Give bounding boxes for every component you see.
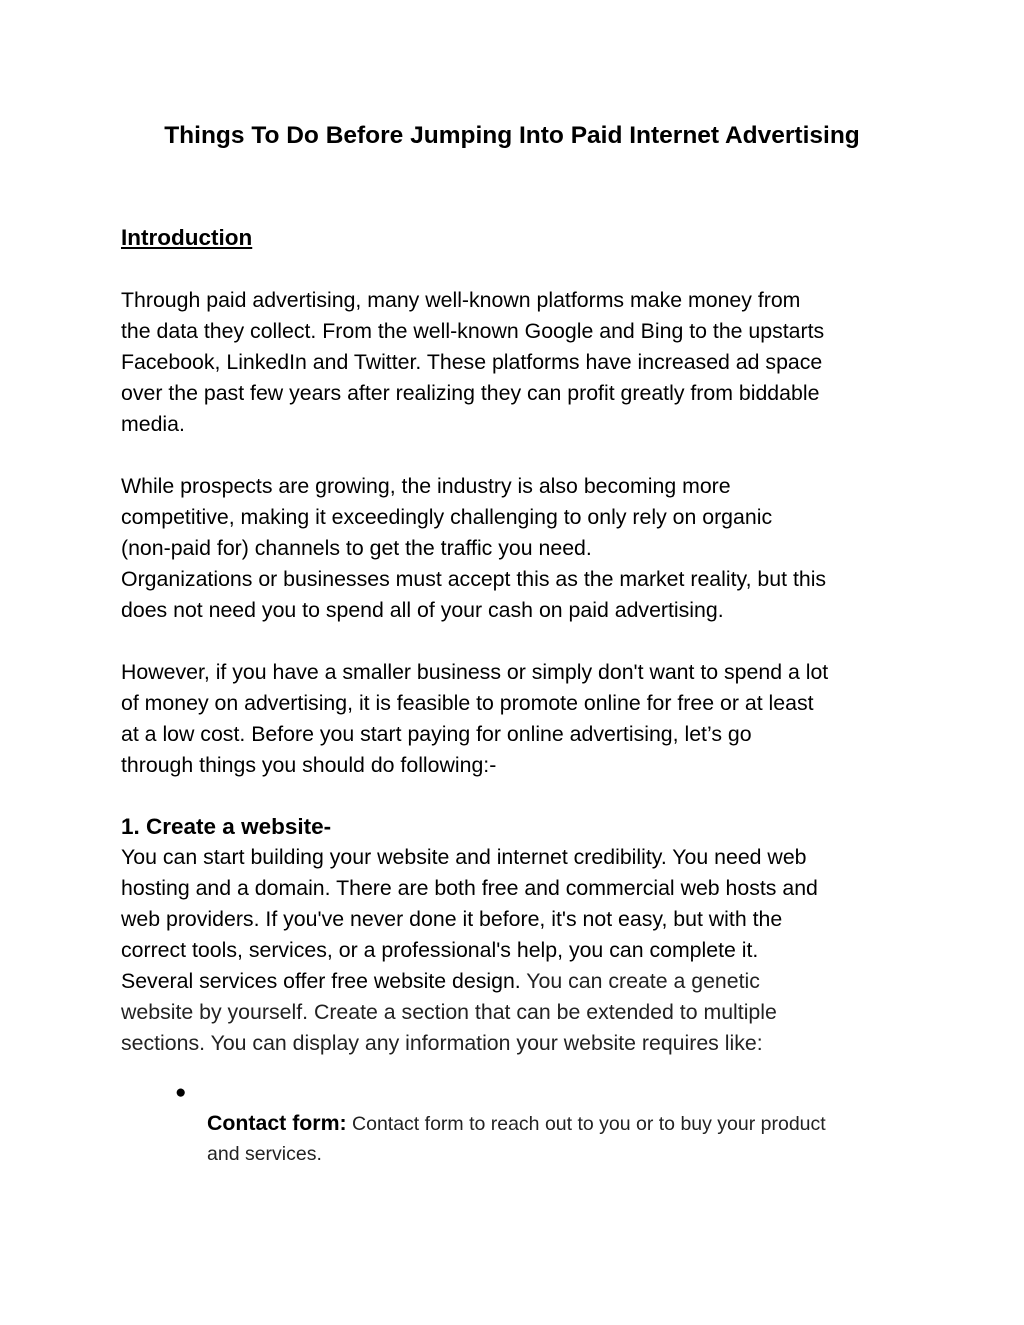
introduction-heading: Introduction [121,225,253,250]
step-1-heading: 1. Create a website- [121,814,332,839]
intro-paragraph-3: However, if you have a smaller business or simply don't want to spend a lot of money on advertising, it is feasible to promote online for free or at least at a low cost. Before you start paying for online advertising, let’s go through things you should do following:- [121,660,829,777]
step-1-text-part-1: You can start building your website and internet credibility. You need web hosting and a domain. There are both free and commercial web hosts and web providers. If you've never done it before, it's not easy, but with the correct tools, services, or a professional's help, you can complete it. Several services offer free website design. [121,845,818,993]
step-1-text-part-2: You can create a genetic website by yourself. Create a section that can be extended to multiple sections. You can display any information your website requires like: [121,969,777,1055]
feature-bullet-list [121,1078,921,1169]
step-1-paragraph [121,842,921,1059]
intro-paragraph-1: Through paid advertising, many well-known platforms make money from the data they collect. From the well-known Google and Bing to the upstarts Facebook, LinkedIn and Twitter. These platforms have increased ad space over the past few years after realizing they can profit greatly from biddable media. [121,288,825,436]
bullet-text: Contact form to reach out to you or to buy your product and services. [207,1113,826,1165]
document-title: Things To Do Before Jumping Into Paid Internet Advertising [164,122,860,149]
bullet-dot-icon: ● [175,1082,187,1103]
bullet-label: Contact form: [207,1111,347,1135]
list-item [121,1078,921,1169]
intro-paragraph-2: While prospects are growing, the industry is also becoming more competitive, making it exceedingly challenging to only rely on organic (non-paid for) channels to get the traffic you need. Organizations or businesses must accept this as the market reality, but this does not need you to spend all of your cash on paid advertising. [121,474,827,622]
